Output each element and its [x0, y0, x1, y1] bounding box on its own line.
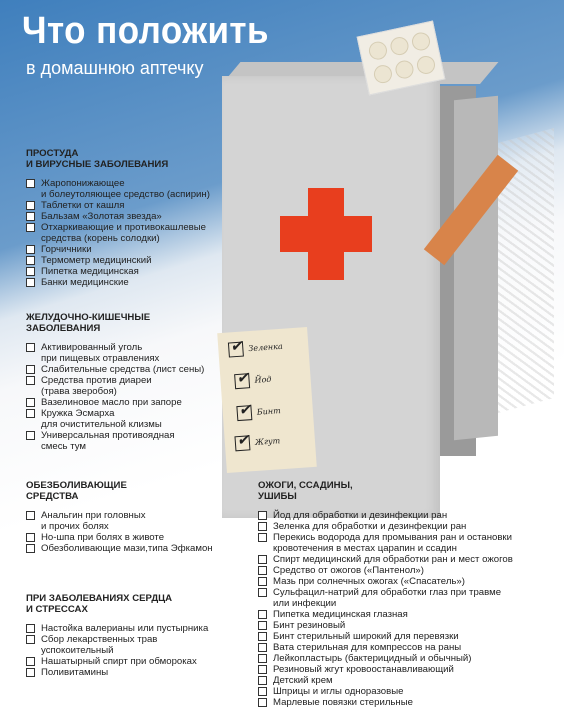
- checklist-item: [258, 642, 558, 653]
- checklist-item-label: Вата стерильная для компрессов на раны: [273, 642, 462, 653]
- checkbox-icon: [258, 533, 267, 542]
- checkbox-icon: [26, 431, 35, 440]
- checklist-item: [258, 554, 558, 565]
- checkbox-icon: [26, 245, 35, 254]
- checkbox-icon: [26, 223, 35, 232]
- checkmark-icon: [236, 405, 252, 421]
- note-item: ✔ Бинт: [236, 403, 281, 421]
- checklist-item-label: Таблетки от кашля: [41, 200, 125, 211]
- checklist-item: [26, 430, 226, 452]
- checkbox-icon: [258, 577, 267, 586]
- checklist-item: [26, 532, 256, 543]
- checklist-item-label: Нашатырный спирт при обмороках: [41, 656, 197, 667]
- checkbox-icon: [258, 687, 267, 696]
- checklist-item: [258, 587, 558, 609]
- checklist-item: [258, 510, 558, 521]
- checklist-item-label: Вазелиновое масло при запоре: [41, 397, 182, 408]
- note-item: ✔ Зеленка: [228, 339, 283, 358]
- checklist-item: [26, 667, 256, 678]
- checklist-item-label: Обезболивающие мази,типа Эфкамон: [41, 543, 213, 554]
- section-digestive: [26, 312, 226, 452]
- checklist-item-label: Бинт резиновый: [273, 620, 346, 631]
- section-heading: ПРОСТУДА И ВИРУСНЫЕ ЗАБОЛЕВАНИЯ: [26, 148, 169, 170]
- checkbox-icon: [26, 343, 35, 352]
- red-cross-icon-bar: [280, 216, 372, 252]
- checklist-item: [258, 631, 558, 642]
- checklist-item: [26, 266, 256, 277]
- checklist-item: [26, 623, 256, 634]
- checklist-item: [26, 364, 226, 375]
- section-heading: ЖЕЛУДОЧНО-КИШЕЧНЫЕ ЗАБОЛЕВАНИЯ: [26, 312, 151, 334]
- checklist-item: [26, 634, 256, 656]
- checklist-item-label: Пипетка медицинская глазная: [273, 609, 408, 620]
- checklist-item: [258, 576, 558, 587]
- checkmark-icon: [234, 373, 250, 389]
- checklist-item-label: Слабительные средства (лист сены): [41, 364, 205, 375]
- checklist-item-label: Лейкопластырь (бактерицидный и обычный): [273, 653, 472, 664]
- checkbox-icon: [258, 566, 267, 575]
- checklist-item-label: Резиновый жгут кровоостанавливающий: [273, 664, 454, 675]
- checklist-item-label: Средство от ожогов («Пантенол»): [273, 565, 424, 576]
- checklist-item-label: Поливитамины: [41, 667, 109, 678]
- checklist-item: [26, 200, 256, 211]
- checkbox-icon: [258, 621, 267, 630]
- checklist-item: [26, 178, 256, 200]
- checkbox-icon: [26, 212, 35, 221]
- checklist-item-label: Бальзам «Золотая звезда»: [41, 211, 162, 222]
- checklist-item-label: Активированный уголь при пищевых отравлениях: [41, 342, 160, 364]
- checklist-item: [258, 664, 558, 675]
- checkbox-icon: [26, 544, 35, 553]
- checklist-item: [258, 532, 558, 554]
- checklist-item-label: Настойка валерианы или пустырника: [41, 623, 209, 634]
- checklist-item: [258, 675, 558, 686]
- checklist-item-label: Спирт медицинский для обработки ран и мест ожогов: [273, 554, 513, 565]
- checklist-item: [26, 543, 256, 554]
- checklist-item: [258, 697, 558, 708]
- checkbox-icon: [258, 555, 267, 564]
- checklist-item-label: Марлевые повязки стерильные: [273, 697, 413, 708]
- checklist-item-label: Термометр медицинский: [41, 255, 152, 266]
- checklist-item-label: Зеленка для обработки и дезинфекции ран: [273, 521, 467, 532]
- checklist-item: [26, 277, 256, 288]
- checklist-item-label: Бинт стерильный широкий для перевязки: [273, 631, 459, 642]
- checkbox-icon: [258, 654, 267, 663]
- section-burns-wounds: [258, 480, 558, 708]
- checklist-item: [26, 222, 256, 244]
- note-item: ✔ Йод: [234, 372, 272, 390]
- checkbox-icon: [258, 610, 267, 619]
- checklist-item-label: Отхаркивающие и противокашлевые средства (корень солодки): [41, 222, 207, 244]
- checklist-item-label: Перекись водорода для промывания ран и остановки кровотечения в местах царапин и ссадин: [273, 532, 512, 554]
- checkbox-icon: [26, 256, 35, 265]
- checkmark-icon: [234, 435, 250, 451]
- section-painkillers: [26, 480, 256, 554]
- checkbox-icon: [26, 365, 35, 374]
- checkbox-icon: [258, 665, 267, 674]
- checklist-item: [26, 244, 256, 255]
- checkbox-icon: [26, 624, 35, 633]
- checkbox-icon: [26, 668, 35, 677]
- checkbox-icon: [26, 179, 35, 188]
- checklist-item: [258, 653, 558, 664]
- checkbox-icon: [26, 278, 35, 287]
- page-subtitle: в домашнюю аптечку: [26, 58, 204, 78]
- checkbox-icon: [258, 511, 267, 520]
- checkbox-icon: [258, 676, 267, 685]
- checklist-item: [26, 255, 256, 266]
- checklist-item-label: Универсальная противоядная смесь тум: [41, 430, 175, 452]
- section-cold: [26, 148, 256, 288]
- checklist-item: [26, 408, 226, 430]
- checkbox-icon: [26, 511, 35, 520]
- checklist-item: [26, 510, 256, 532]
- checkbox-icon: [26, 409, 35, 418]
- checklist-item: [26, 375, 226, 397]
- checklist-item: [258, 620, 558, 631]
- checkbox-icon: [258, 632, 267, 641]
- checkbox-icon: [26, 533, 35, 542]
- checklist-item: [258, 686, 558, 697]
- checklist-item: [26, 656, 256, 667]
- checklist-item-label: Йод для обработки и дезинфекции ран: [273, 510, 448, 521]
- checkbox-icon: [26, 635, 35, 644]
- checkbox-icon: [258, 588, 267, 597]
- checkbox-icon: [258, 522, 267, 531]
- checklist-item-label: Мазь при солнечных ожогах («Спасатель»): [273, 576, 465, 587]
- page-title: Что положить: [22, 10, 269, 52]
- checklist-item-label: Сульфацил-натрий для обработки глаз при травме или инфекции: [273, 587, 502, 609]
- checklist-item: [258, 609, 558, 620]
- checklist-item: [26, 211, 256, 222]
- checkbox-icon: [258, 643, 267, 652]
- checkbox-icon: [26, 201, 35, 210]
- checklist-item: [258, 521, 558, 532]
- checklist-item: [26, 397, 226, 408]
- checkbox-icon: [26, 398, 35, 407]
- checklist-item-label: Горчичники: [41, 244, 92, 255]
- checklist-item-label: Средства против диареи (трава зверобоя): [41, 375, 152, 397]
- checkbox-icon: [26, 657, 35, 666]
- checkbox-icon: [26, 376, 35, 385]
- checklist-item-label: Сбор лекарственных трав успокоительный: [41, 634, 158, 656]
- checklist-item-label: Банки медицинские: [41, 277, 129, 288]
- checklist-item-label: Анальгин при головных и прочих болях: [41, 510, 146, 532]
- checklist-note: [217, 327, 317, 473]
- checkmark-icon: [228, 342, 244, 358]
- checklist-item-label: Детский крем: [273, 675, 333, 686]
- checklist-item: [26, 342, 226, 364]
- section-heart-stress: [26, 593, 256, 678]
- checkbox-icon: [258, 698, 267, 707]
- checklist-item-label: Кружка Эсмарха для очистительной клизмы: [41, 408, 162, 430]
- checklist-item-label: Шприцы и иглы одноразовые: [273, 686, 404, 697]
- section-heading: ПРИ ЗАБОЛЕВАНИЯХ СЕРДЦА И СТРЕССАХ: [26, 593, 173, 615]
- note-item: ✔ Жгут: [234, 433, 280, 451]
- checklist-item-label: Жаропонижающее и болеутоляющее средство (аспирин): [41, 178, 210, 200]
- cabinet-door: [454, 96, 498, 441]
- checklist-item-label: Но-шпа при болях в животе: [41, 532, 165, 543]
- checkbox-icon: [26, 267, 35, 276]
- section-heading: ОЖОГИ, ССАДИНЫ, УШИБЫ: [258, 480, 353, 502]
- section-heading: ОБЕЗБОЛИВАЮЩИЕ СРЕДСТВА: [26, 480, 127, 502]
- checklist-item: [258, 565, 558, 576]
- checklist-item-label: Пипетка медицинская: [41, 266, 139, 277]
